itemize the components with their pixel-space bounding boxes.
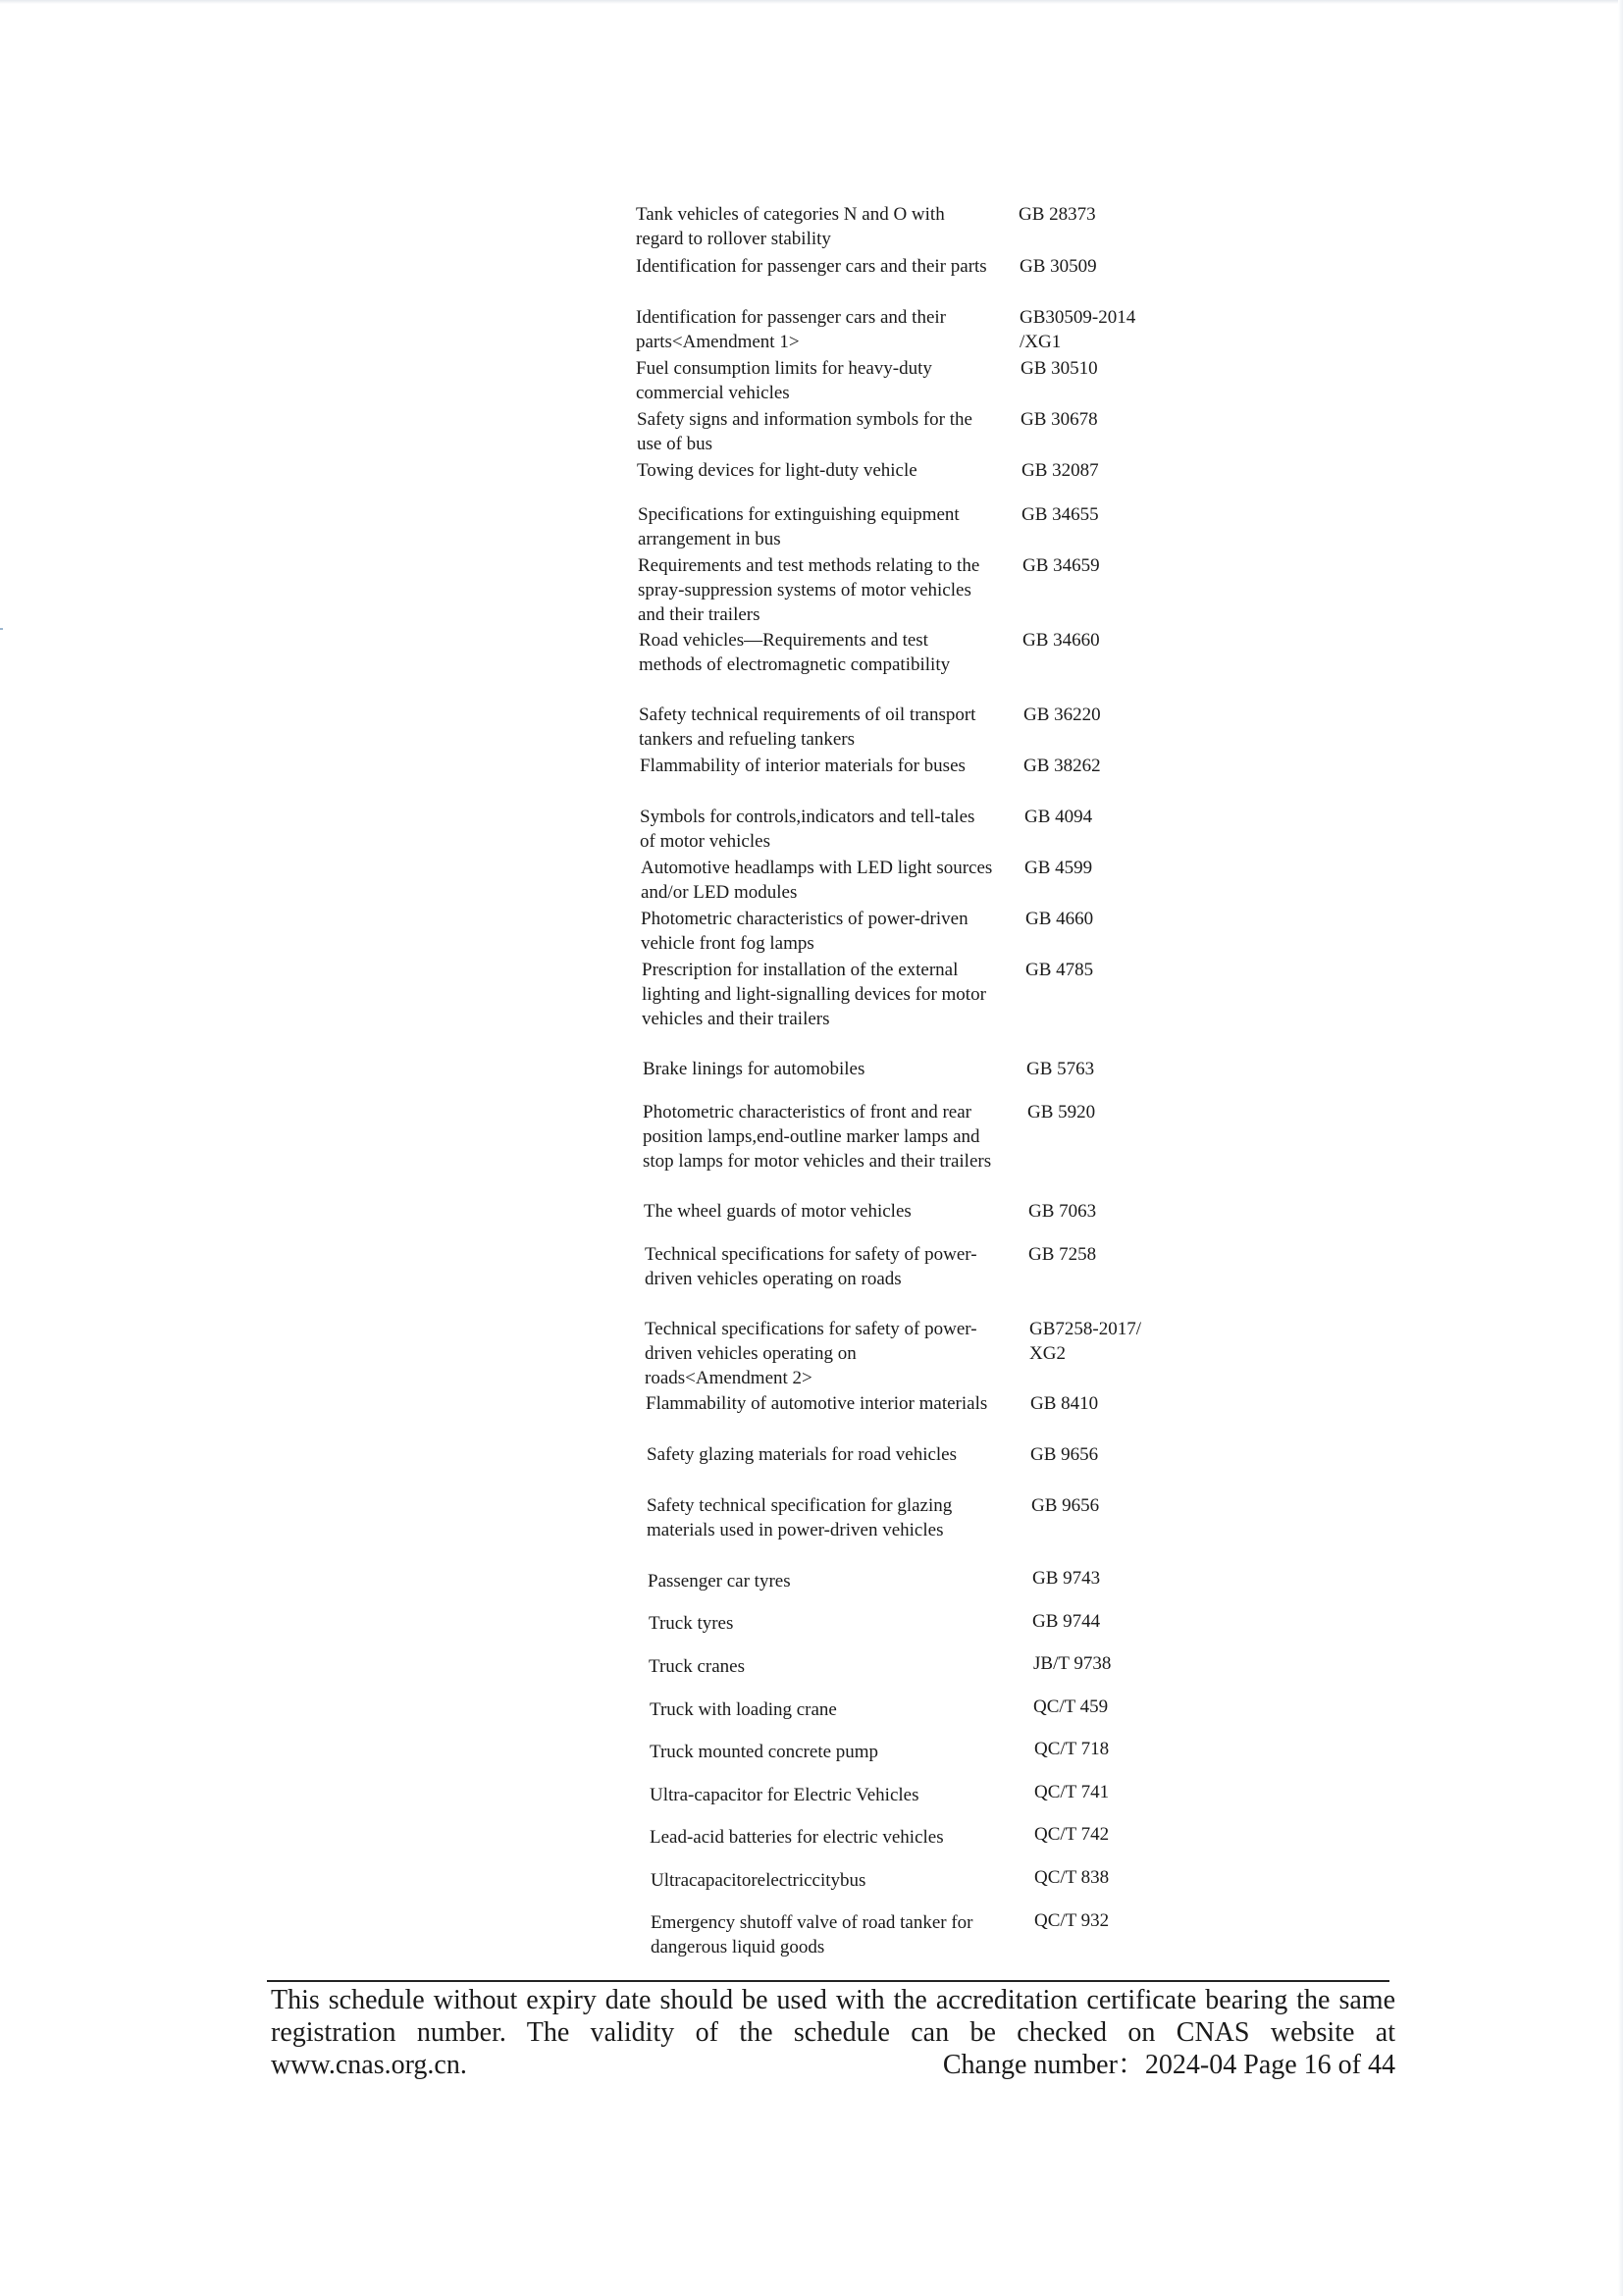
- standard-code: GB 34660: [1022, 630, 1100, 651]
- standard-code: QC/T 741: [1034, 1782, 1110, 1802]
- standard-code: QC/T 932: [1034, 1910, 1110, 1931]
- standard-title: Truck with loading crane: [650, 1699, 837, 1720]
- standard-title: Prescription for installation of the external lighting and light-signalling devices for motor vehicles and their trailers: [642, 960, 986, 1029]
- standard-title: Technical specifications for safety of power-driven vehicles operating on roads: [645, 1244, 977, 1289]
- standard-code: GB 9656: [1030, 1444, 1099, 1465]
- standard-title: Flammability of automotive interior materials: [646, 1393, 988, 1414]
- standard-title: Symbols for controls,indicators and tell-tales of motor vehicles: [640, 807, 975, 852]
- standard-title: Photometric characteristics of front and rear position lamps,end-outline marker lamps and stop lamps for motor vehicles and their trailers: [643, 1102, 992, 1172]
- standard-code: GB 34659: [1022, 555, 1100, 576]
- standard-title: Safety technical requirements of oil transport tankers and refueling tankers: [639, 704, 976, 750]
- standard-code: GB 4094: [1024, 807, 1093, 827]
- standard-title: Specifications for extinguishing equipment arrangement in bus: [638, 504, 960, 549]
- standard-title: Safety signs and information symbols for the use of bus: [637, 409, 972, 454]
- standard-title: Identification for passenger cars and their parts<Amendment 1>: [636, 307, 947, 352]
- standard-code: GB 9744: [1032, 1611, 1101, 1632]
- standard-title: Photometric characteristics of power-driven vehicle front fog lamps: [641, 909, 969, 954]
- standard-code: GB 7063: [1028, 1201, 1097, 1222]
- standard-code: GB 34655: [1021, 504, 1099, 525]
- standard-code: QC/T 838: [1034, 1867, 1110, 1888]
- standard-title: The wheel guards of motor vehicles: [644, 1201, 912, 1222]
- standard-code: JB/T 9738: [1033, 1653, 1112, 1674]
- standard-title: Truck tyres: [649, 1613, 734, 1634]
- standard-title: Identification for passenger cars and their parts: [636, 256, 987, 277]
- standard-title: Lead-acid batteries for electric vehicles: [650, 1827, 944, 1848]
- standard-title: Automotive headlamps with LED light sources and/or LED modules: [641, 858, 993, 903]
- scan-edge-right: [1618, 0, 1623, 2296]
- standard-code: QC/T 718: [1034, 1739, 1110, 1759]
- standard-code: GB 9743: [1032, 1568, 1101, 1589]
- scan-edge-top: [0, 0, 1623, 4]
- standard-code: GB 28373: [1019, 204, 1096, 225]
- standard-title: Safety technical specification for glazing materials used in power-driven vehicles: [647, 1495, 953, 1540]
- standard-code: GB 38262: [1023, 756, 1101, 776]
- standard-title: Requirements and test methods relating to the spray-suppression systems of motor vehicles and their trailers: [638, 555, 980, 625]
- standard-code: QC/T 742: [1034, 1824, 1110, 1845]
- standard-title: Brake linings for automobiles: [643, 1059, 865, 1079]
- cnas-website-link[interactable]: www.cnas.org.cn.: [271, 2050, 467, 2080]
- standard-title: Road vehicles—Requirements and test methods of electromagnetic compatibility: [639, 630, 951, 675]
- standard-title: Flammability of interior materials for buses: [640, 756, 966, 776]
- standard-code: GB 30509: [1020, 256, 1097, 277]
- standard-title: Emergency shutoff valve of road tanker for dangerous liquid goods: [651, 1912, 973, 1957]
- standard-title: Towing devices for light-duty vehicle: [637, 460, 917, 481]
- standard-title: Ultra-capacitor for Electric Vehicles: [650, 1785, 919, 1805]
- footer-line: [271, 2049, 1395, 2082]
- footer-divider: [267, 1980, 1389, 1982]
- standard-code: QC/T 459: [1033, 1696, 1109, 1717]
- standard-code: GB 4785: [1025, 960, 1094, 980]
- footer-notice: This schedule without expiry date should be used with the accreditation certificate bearing the same registration number. The validity of the schedule can be checked on CNAS website at: [271, 1985, 1395, 2048]
- standard-title: Truck mounted concrete pump: [650, 1742, 879, 1762]
- standard-title: Tank vehicles of categories N and O with regard to rollover stability: [636, 204, 945, 249]
- scan-mark: [0, 628, 3, 630]
- standard-code: GB 7258: [1028, 1244, 1097, 1265]
- standard-code: GB7258-2017/ XG2: [1029, 1319, 1141, 1364]
- standard-code: GB 36220: [1023, 704, 1101, 725]
- standard-title: Safety glazing materials for road vehicles: [647, 1444, 958, 1465]
- standard-code: GB 32087: [1021, 460, 1099, 481]
- standard-code: GB 5763: [1026, 1059, 1095, 1079]
- standard-code: GB 5920: [1027, 1102, 1096, 1122]
- standard-title: Fuel consumption limits for heavy-duty commercial vehicles: [636, 358, 932, 403]
- standard-code: GB 30510: [1021, 358, 1098, 379]
- standard-code: GB30509-2014 /XG1: [1020, 307, 1136, 352]
- standard-code: GB 30678: [1021, 409, 1098, 430]
- standard-title: Truck cranes: [649, 1656, 745, 1677]
- standard-code: GB 4599: [1024, 858, 1093, 878]
- standard-title: Passenger car tyres: [648, 1571, 791, 1592]
- standard-title: Ultracapacitorelectriccitybus: [651, 1870, 866, 1891]
- change-number-page: Change number：2024-04 Page 16 of 44: [942, 2050, 1395, 2080]
- standard-code: GB 4660: [1025, 909, 1094, 929]
- standard-code: GB 9656: [1031, 1495, 1100, 1516]
- standard-title: Technical specifications for safety of power-driven vehicles operating on roads<Amendment 2>: [645, 1319, 977, 1388]
- standard-code: GB 8410: [1030, 1393, 1099, 1414]
